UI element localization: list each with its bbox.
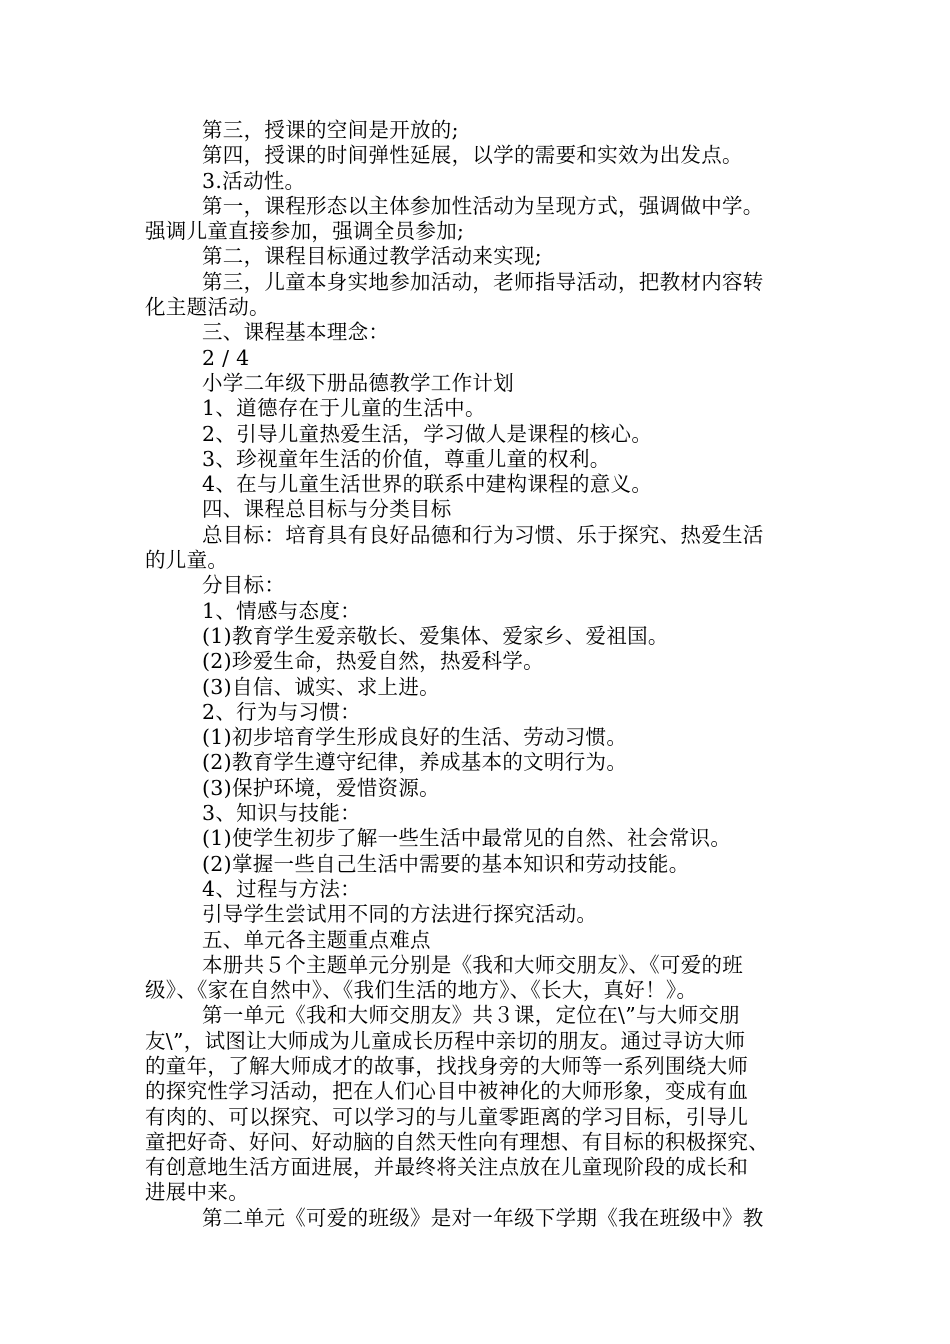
text-line: 童把好奇、好问、好动脑的自然天性向有理想、有目标的积极探究、 <box>145 1129 769 1154</box>
text-line: 的探究性学习活动，把在人们心目中被神化的大师形象，变成有血 <box>145 1079 749 1104</box>
text-line: 进展中来。 <box>145 1180 249 1205</box>
text-line: (2)教育学生遵守纪律，养成基本的文明行为。 <box>202 750 628 775</box>
text-line: 2、引导儿童热爱生活，学习做人是课程的核心。 <box>202 421 653 446</box>
text-line: 有创意地生活方面进展，并最终将关注点放在儿童现阶段的成长和 <box>145 1155 749 1180</box>
text-line: 第一，课程形态以主体参加性活动为呈现方式，强调做中学。 <box>202 193 764 218</box>
text-line: 化主题活动。 <box>145 295 270 320</box>
text-line: 本册共５个主题单元分别是《我和大师交朋友》、《可爱的班 <box>202 952 744 977</box>
text-line: 3、珍视童年生活的价值，尊重儿童的权利。 <box>202 446 611 471</box>
document-body <box>145 118 810 1231</box>
text-line: 小学二年级下册品德教学工作计划 <box>202 370 514 395</box>
text-line: 四、课程总目标与分类目标 <box>202 497 452 522</box>
text-line: 3、知识与技能： <box>202 801 361 826</box>
text-line: (3)保护环境，爱惜资源。 <box>202 775 440 800</box>
text-line: 总目标：培育具有良好品德和行为习惯、乐于探究、热爱生活 <box>202 522 764 547</box>
text-line: 的儿童。 <box>145 548 229 573</box>
text-line: (2)掌握一些自己生活中需要的基本知识和劳动技能。 <box>202 851 690 876</box>
text-line: 第四，授课的时间弹性延展，以学的需要和实效为出发点。 <box>202 143 743 168</box>
text-line: 4、过程与方法： <box>202 876 361 901</box>
text-line: (1)初步培育学生形成良好的生活、劳动习惯。 <box>202 725 628 750</box>
text-line: 第二单元《可爱的班级》是对一年级下学期《我在班级中》教 <box>202 1205 764 1230</box>
text-line: 友\”，试图让大师成为儿童成长历程中亲切的朋友。通过寻访大师 <box>145 1028 746 1053</box>
text-line: 1、情感与态度： <box>202 598 361 623</box>
text-line: 有肉的、可以探究、可以学习的与儿童零距离的学习目标，引导儿 <box>145 1104 749 1129</box>
text-line: 级》、《家在自然中》、《我们生活的地方》、《长大，真好！》。 <box>145 978 698 1003</box>
text-line: 第二，课程目标通过教学活动来实现; <box>202 244 543 269</box>
text-line: 强调儿童直接参加，强调全员参加; <box>145 219 465 244</box>
text-line: 引导学生尝试用不同的方法进行探究活动。 <box>202 902 598 927</box>
text-line: 三、课程基本理念： <box>202 320 390 345</box>
text-line: 4、在与儿童生活世界的联系中建构课程的意义。 <box>202 472 653 497</box>
text-line: 第三，授课的空间是开放的; <box>202 118 459 142</box>
text-line: 分目标： <box>202 573 286 598</box>
text-line: (1)教育学生爱亲敬长、爱集体、爱家乡、爱祖国。 <box>202 623 669 648</box>
text-line: 第三，儿童本身实地参加活动，老师指导活动，把教材内容转 <box>202 269 764 294</box>
text-line: (1)使学生初步了解一些生活中最常见的自然、社会常识。 <box>202 826 732 851</box>
text-line: 的童年，了解大师成才的故事，找找身旁的大师等一系列围绕大师 <box>145 1053 749 1078</box>
text-line: 第一单元《我和大师交朋友》共３课，定位在\”与大师交朋 <box>202 1003 740 1028</box>
text-line: (3)自信、诚实、求上进。 <box>202 674 440 699</box>
text-line: 2 / 4 <box>202 345 250 370</box>
text-line: 1、道德存在于儿童的生活中。 <box>202 396 486 421</box>
text-line: (2)珍爱生命，热爱自然，热爱科学。 <box>202 649 544 674</box>
text-line: 五、单元各主题重点难点 <box>202 927 431 952</box>
text-line: 3.活动性。 <box>202 168 306 193</box>
text-line: 2、行为与习惯： <box>202 699 361 724</box>
